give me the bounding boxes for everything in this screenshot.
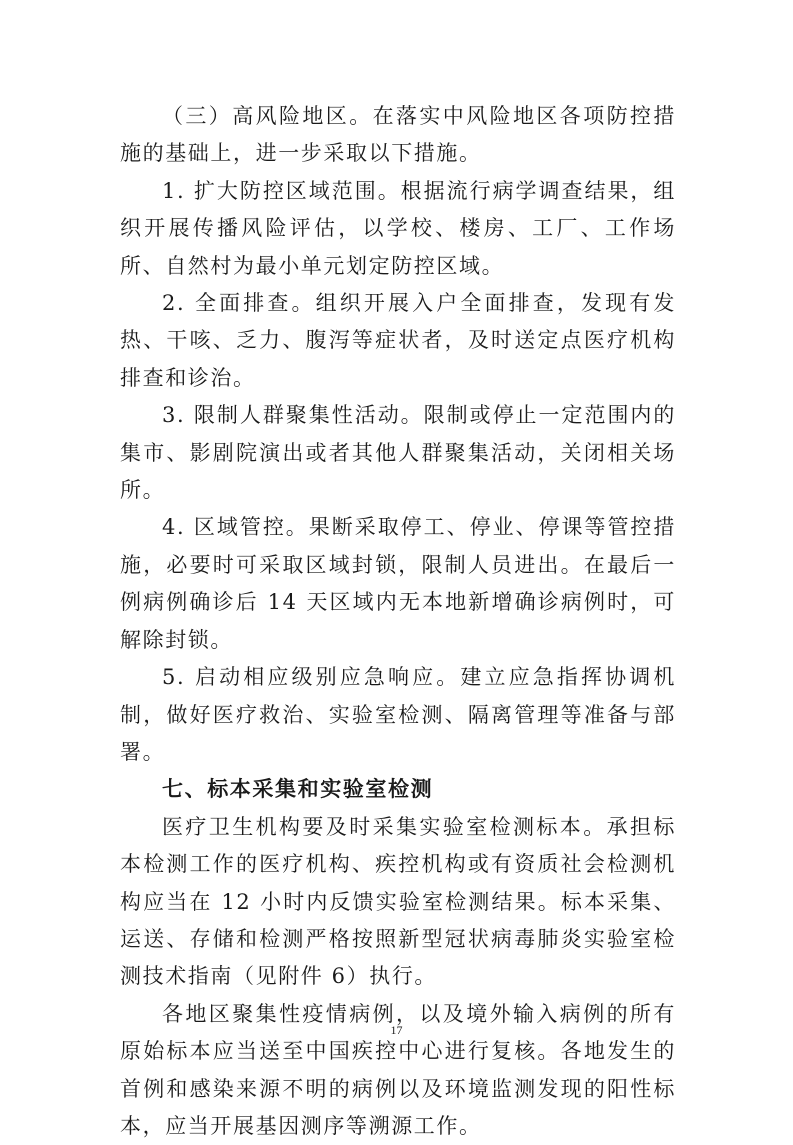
document-body	[120, 98, 676, 1145]
paragraph-item-3: 3. 限制人群聚集性活动。限制或停止一定范围内的集市、影剧院演出或者其他人群聚集活动，关闭相关场所。	[120, 403, 676, 503]
page-number: 17	[390, 1023, 403, 1037]
paragraph-item-2: 2. 全面排查。组织开展入户全面排查，发现有发热、干咳、乏力、腹泻等症状者，及时送定点医疗机构排查和诊治。	[120, 291, 676, 390]
paragraph-item-1: 1. 扩大防控区域范围。根据流行病学调查结果，组织开展传播风险评估，以学校、楼房、工厂、工作场所、自然村为最小单元划定防控区域。	[120, 178, 676, 278]
paragraph-sample-review: 各地区聚集性疫情病例，以及境外输入病例的所有原始标本应当送至中国疾控中心进行复核。各地发生的首例和感染来源不明的病例以及环境监测发现的阳性标本，应当开展基因测序等溯源工作。	[120, 1001, 676, 1138]
paragraph-item-4: 4. 区域管控。果断采取停工、停业、停课等管控措施，必要时可采取区域封锁，限制人员进出。在最后一例病例确诊后 14 天区域内无本地新增确诊病例时，可解除封锁。	[120, 515, 676, 652]
paragraph-sample-collection: 医疗卫生机构要及时采集实验室检测标本。承担标本检测工作的医疗机构、疾控机构或有资质社会检测机构应当在 12 小时内反馈实验室检测结果。标本采集、运送、存储和检测严格按照新型冠状病毒肺炎实验室检测技术指南（见附件 6）执行。	[120, 814, 676, 989]
section-heading-7: 七、标本采集和实验室检测	[162, 777, 434, 802]
paragraph-high-risk-area: （三）高风险地区。在落实中风险地区各项防控措施的基础上，进一步采取以下措施。	[120, 104, 676, 166]
paragraph-item-5: 5. 启动相应级别应急响应。建立应急指挥协调机制，做好医疗救治、实验室检测、隔离管理等准备与部署。	[120, 665, 676, 764]
